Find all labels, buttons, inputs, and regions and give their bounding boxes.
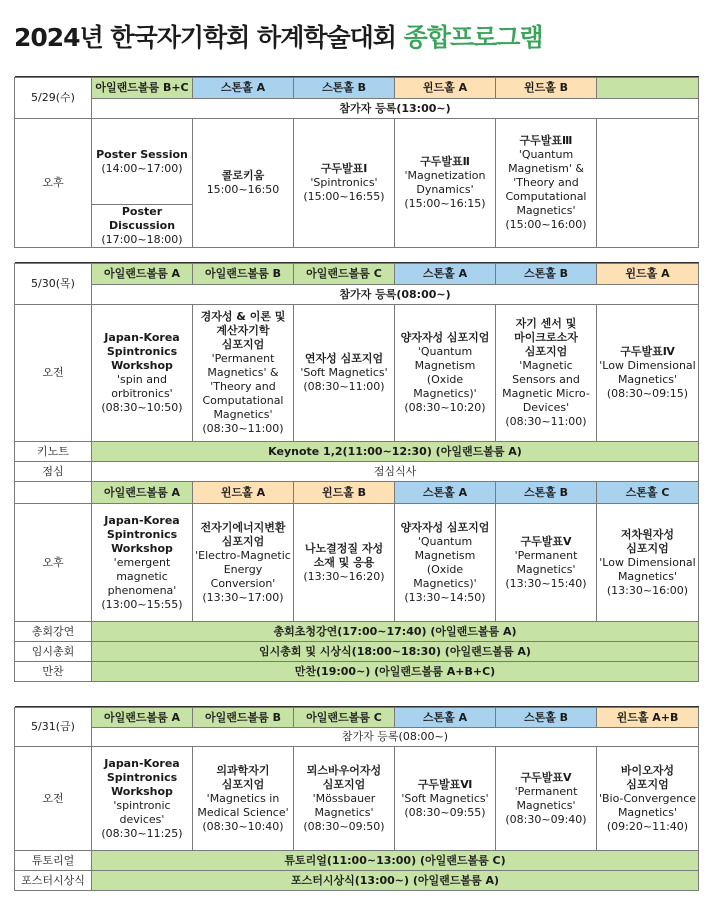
oral2-cell	[395, 119, 496, 248]
day2-pm-hall-4: 스톤홀 A	[395, 482, 496, 504]
day2-pm-hall-3: 윈드홀 B	[294, 482, 395, 504]
tutorial-cell: 튜토리얼(11:00~13:00) (아일랜드볼룸 C)	[92, 851, 699, 871]
day2-table	[14, 262, 699, 682]
assembly-label: 임시총회	[15, 642, 92, 662]
banquet-cell: 만찬(19:00~) (아일랜드볼룸 A+B+C)	[92, 662, 699, 682]
poster-session-cell	[92, 119, 193, 205]
session-title: 양자자성 심포지엄	[400, 331, 490, 344]
day2-pm-hall-2: 윈드홀 A	[193, 482, 294, 504]
day3-period: 오전	[15, 747, 92, 851]
session-topic: 'emergent magnetic phenomena'	[107, 555, 177, 597]
day2-am-hall-3: 아일랜드볼룸 C	[294, 264, 395, 285]
day3-hall-1: 아일랜드볼룸 A	[92, 708, 193, 728]
day1-empty-cell	[597, 119, 699, 248]
session-time: (08:30~10:20)	[404, 401, 486, 414]
session-title: 저차원자성 심포지엄	[620, 527, 675, 555]
session-title: 구두발표Ⅴ	[520, 534, 572, 548]
day2-pm-session-5	[496, 504, 597, 622]
session-title: Japan-Korea Spintronics Workshop	[104, 513, 180, 555]
session-title: 구두발표Ⅴ	[520, 770, 572, 784]
session-topic: 'Quantum Magnetism (Oxide Magnetics)'	[413, 345, 477, 400]
session-topic: 'Low Dimensional Magnetics'	[599, 555, 696, 583]
day2-pm-header-blank	[15, 482, 92, 504]
session-time: (08:30~10:50)	[101, 401, 183, 414]
day3-table	[14, 706, 699, 891]
lunch-cell: 점심식사	[92, 462, 699, 482]
session-topic: 'spintronic devices'	[113, 798, 171, 826]
day3-session-2	[193, 747, 294, 851]
oral1-cell	[294, 119, 395, 248]
session-title: 구두발표Ⅵ	[417, 777, 473, 791]
session-title: 구두발표Ⅳ	[620, 345, 675, 358]
banquet-label: 만찬	[15, 662, 92, 682]
oral3-cell	[496, 119, 597, 248]
session-topic: 'Permanent Magnetics'	[514, 548, 578, 576]
session-topic: 'Permanent Magnetics' & 'Theory and Computational Magnetics'	[202, 352, 284, 421]
session-title: 경자성 & 이론 및 계산자기학 심포지엄	[200, 310, 286, 351]
day3-hall-4: 스톤홀 A	[395, 708, 496, 728]
day2-period-pm: 오후	[15, 504, 92, 622]
day3-date: 5/31(금)	[15, 708, 92, 747]
day2-period-am: 오전	[15, 305, 92, 442]
session-title: 나노결정질 자성 소재 및 응용	[304, 541, 384, 569]
session-time: (08:30~10:40)	[202, 819, 284, 833]
session-title: 바이오자성 심포지엄	[620, 763, 675, 791]
day2-pm-hall-6: 스톤홀 C	[597, 482, 699, 504]
poster-discussion-time: (17:00~18:00)	[101, 233, 183, 246]
session-time: (13:30~17:00)	[202, 590, 284, 604]
keynote-label: 키노트	[15, 442, 92, 462]
session-time: (08:30~11:00)	[505, 415, 587, 428]
day2-pm-session-4	[395, 504, 496, 622]
session-time: (08:30~09:55)	[404, 805, 486, 819]
session-title: 뫼스바우어자성 심포지엄	[306, 763, 382, 791]
day2-am-session-2	[193, 305, 294, 442]
day3-session-3	[294, 747, 395, 851]
colloquium-time: 15:00~16:50	[206, 183, 280, 196]
session-title: Japan-Korea Spintronics Workshop	[104, 756, 180, 798]
session-title: 양자자성 심포지엄	[400, 520, 490, 534]
day2-am-session-3	[294, 305, 395, 442]
day2-am-session-4	[395, 305, 496, 442]
session-topic: 'Soft Magnetics'	[300, 366, 388, 379]
day2-pm-session-2	[193, 504, 294, 622]
day1-hall-6	[597, 78, 699, 99]
day1-date: 5/29(수)	[15, 78, 92, 119]
session-topic: 'Magnetic Sensors and Magnetic Micro-Devices'	[502, 359, 590, 414]
day2-pm-session-6	[597, 504, 699, 622]
session-topic: 'Soft Magnetics'	[401, 791, 489, 805]
title-main: 2024년 한국자기학회 하계학술대회	[14, 23, 396, 52]
session-topic: 'Permanent Magnetics'	[514, 784, 578, 812]
day2-pm-hall-5: 스톤홀 B	[496, 482, 597, 504]
day3-session-5	[496, 747, 597, 851]
session-time: (13:30~16:00)	[606, 583, 689, 597]
day3-session-6	[597, 747, 699, 851]
plenary-cell: 총회초청강연(17:00~17:40) (아일랜드볼룸 A)	[92, 622, 699, 642]
session-time: (09:20~11:40)	[606, 819, 689, 833]
session-time: (13:30~16:20)	[303, 569, 385, 583]
plenary-label: 총회강연	[15, 622, 92, 642]
day3-session-1	[92, 747, 193, 851]
award-label: 포스터시상식	[15, 871, 92, 891]
oral2-time: (15:00~16:15)	[404, 197, 486, 210]
day1-table	[14, 76, 699, 248]
day2-am-hall-1: 아일랜드볼룸 A	[92, 264, 193, 285]
session-topic: 'Electro-Magnetic Energy Conversion'	[195, 548, 291, 590]
session-topic: 'Quantum Magnetism (Oxide Magnetics)'	[413, 534, 477, 590]
title-accent: 종합프로그램	[403, 23, 543, 52]
day3-hall-2: 아일랜드볼룸 B	[193, 708, 294, 728]
day1-period: 오후	[15, 119, 92, 248]
day2-pm-session-1	[92, 504, 193, 622]
oral3-topic: 'Quantum Magnetism' & 'Theory and Computational Magnetics'	[505, 148, 587, 217]
oral1-time: (15:00~16:55)	[303, 190, 385, 203]
tutorial-label: 튜토리얼	[15, 851, 92, 871]
colloquium-title: 콜로키움	[221, 169, 265, 182]
day2-pm-session-3	[294, 504, 395, 622]
day2-pm-hall-1: 아일랜드볼룸 A	[92, 482, 193, 504]
day1-hall-4: 윈드홀 A	[395, 78, 496, 99]
day2-am-session-5	[496, 305, 597, 442]
award-cell: 포스터시상식(13:00~) (아일랜드볼룸 A)	[92, 871, 699, 891]
lunch-label: 점심	[15, 462, 92, 482]
oral1-topic: 'Spintronics'	[310, 176, 378, 189]
day3-hall-3: 아일랜드볼룸 C	[294, 708, 395, 728]
session-time: (08:30~11:25)	[101, 826, 183, 840]
day3-registration: 참가자 등록(08:00~)	[92, 728, 699, 747]
day2-am-hall-5: 스톤홀 B	[496, 264, 597, 285]
session-title: 연자성 심포지엄	[304, 352, 384, 365]
poster-session-time: (14:00~17:00)	[101, 161, 183, 175]
day1-hall-1: 아일랜드볼룸 B+C	[92, 78, 193, 99]
session-time: (08:30~11:00)	[303, 380, 385, 393]
session-title: 전자기에너지변환 심포지엄	[200, 520, 286, 548]
oral2-topic: 'Magnetization Dynamics'	[404, 169, 486, 196]
session-time: (08:30~11:00)	[202, 422, 284, 435]
day3-hall-6: 윈드홀 A+B	[597, 708, 699, 728]
session-time: (13:30~14:50)	[404, 590, 486, 604]
session-time: (08:30~09:40)	[505, 812, 587, 826]
session-time: (08:30~09:15)	[606, 387, 689, 400]
day2-am-hall-4: 스톤홀 A	[395, 264, 496, 285]
day1-hall-3: 스톤홀 B	[294, 78, 395, 99]
day2-am-session-1	[92, 305, 193, 442]
oral2-title: 구두발표Ⅱ	[420, 155, 470, 168]
session-title: 의과학자기 심포지엄	[216, 763, 270, 791]
day2-am-session-6	[597, 305, 699, 442]
session-time: (08:30~09:50)	[303, 819, 385, 833]
day1-registration: 참가자 등록(13:00~)	[92, 99, 699, 119]
day1-hall-2: 스톤홀 A	[193, 78, 294, 99]
assembly-cell: 임시총회 및 시상식(18:00~18:30) (아일랜드볼룸 A)	[92, 642, 699, 662]
poster-discussion-cell	[92, 205, 193, 248]
oral3-time: (15:00~16:00)	[505, 218, 587, 231]
page-title	[14, 18, 543, 54]
day2-date: 5/30(목)	[15, 264, 92, 305]
session-time: (13:30~15:40)	[505, 576, 587, 590]
day2-am-hall-2: 아일랜드볼룸 B	[193, 264, 294, 285]
day3-session-4	[395, 747, 496, 851]
session-time: (13:00~15:55)	[101, 597, 183, 611]
session-topic: 'Magnetics in Medical Science'	[197, 791, 289, 819]
day2-registration: 참가자 등록(08:00~)	[92, 285, 699, 305]
session-title: 자기 센서 및 마이크로소자 심포지엄	[514, 317, 578, 358]
day2-am-hall-6: 윈드홀 A	[597, 264, 699, 285]
keynote-cell: Keynote 1,2(11:00~12:30) (아일랜드볼룸 A)	[92, 442, 699, 462]
colloquium-cell	[193, 119, 294, 248]
day3-hall-5: 스톤홀 B	[496, 708, 597, 728]
oral3-title: 구두발표Ⅲ	[519, 134, 573, 147]
session-title: Japan-Korea Spintronics Workshop	[104, 331, 180, 372]
session-topic: 'Low Dimensional Magnetics'	[599, 359, 696, 386]
poster-session-title: Poster Session	[96, 147, 188, 161]
session-topic: 'spin and orbitronics'	[111, 373, 173, 400]
day1-hall-5: 윈드홀 B	[496, 78, 597, 99]
session-topic: 'Bio-Convergence Magnetics'	[598, 791, 697, 819]
session-topic: 'Mössbauer Magnetics'	[312, 791, 376, 819]
poster-discussion-title: Poster Discussion	[108, 205, 176, 232]
oral1-title: 구두발표Ⅰ	[320, 162, 368, 175]
